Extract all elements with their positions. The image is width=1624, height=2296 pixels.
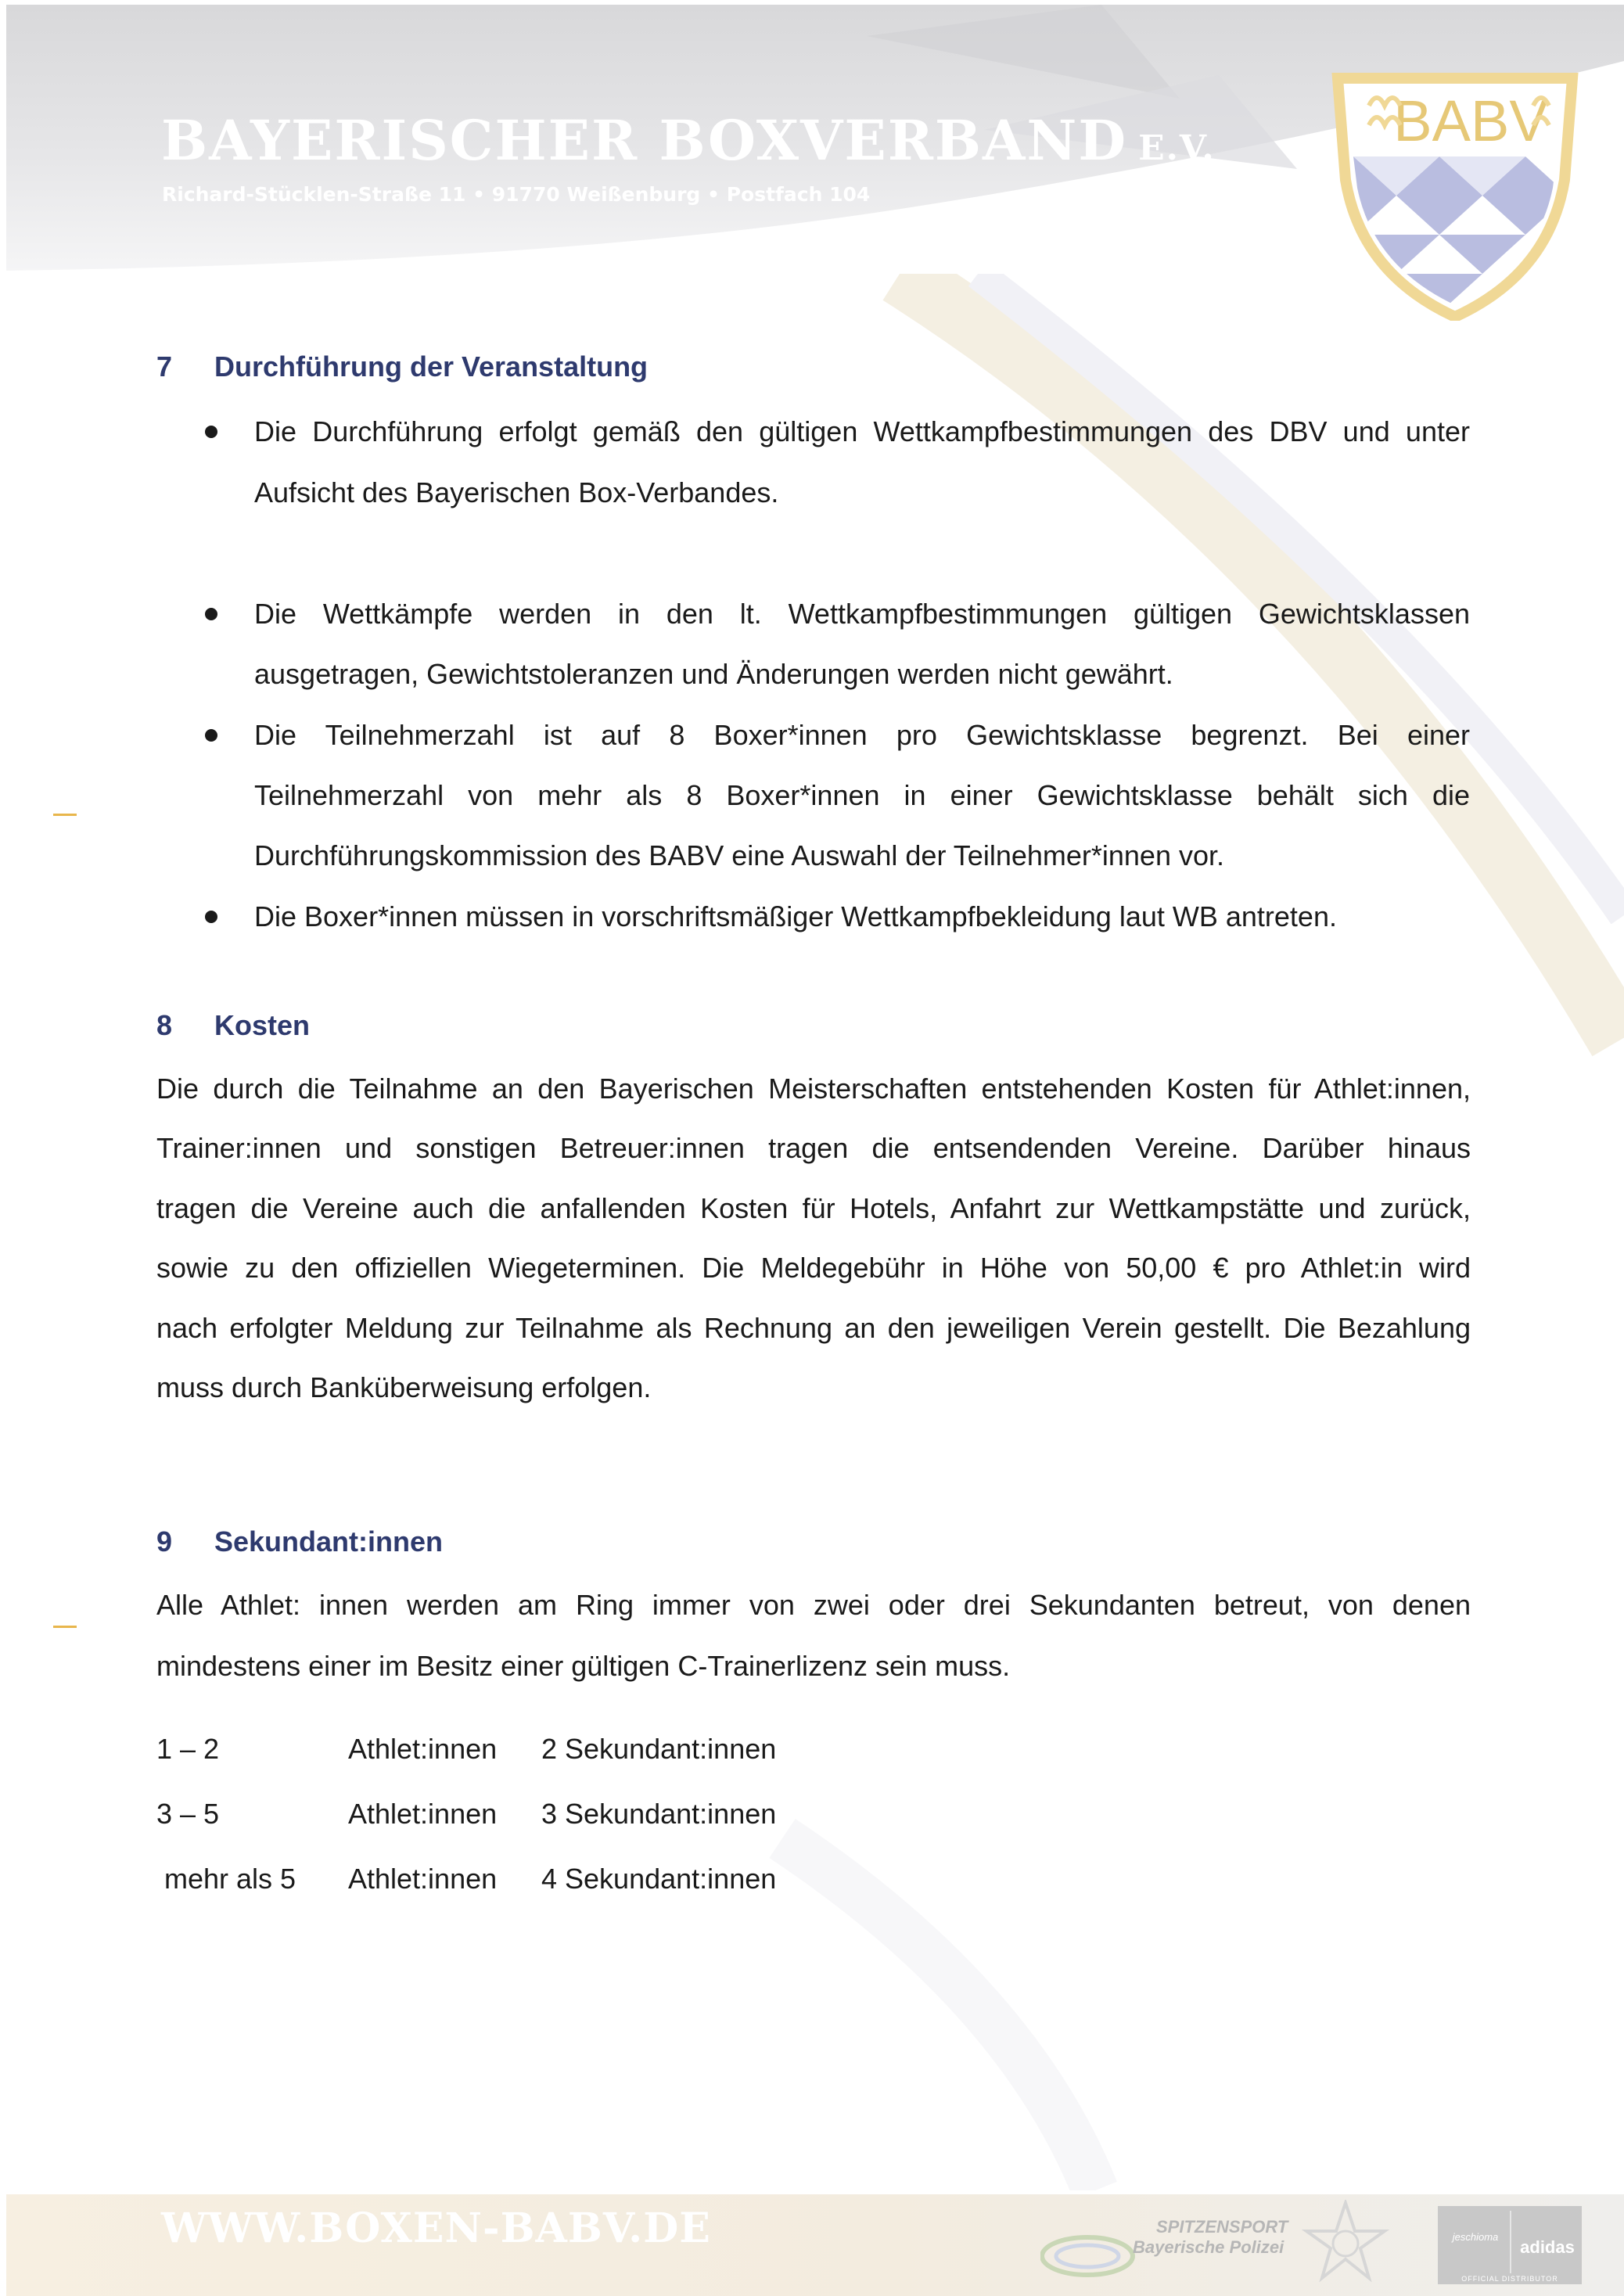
paragraph-line: Trainer:innen und sonstigen Betreuer:innen tragen die entsendenden Vereine. Darüber hinaus (156, 1132, 1471, 1164)
section-7-heading: 7 Durchführung der Veranstaltung (156, 350, 649, 383)
margin-fold-mark (53, 1626, 77, 1628)
table-cell-athletes: Athlet:innen (348, 1863, 498, 1895)
table-cell-seconds: 2 Sekundant:innen (541, 1733, 777, 1765)
bullet-point (205, 911, 217, 923)
police-sport-title: SPITZENSPORT (1156, 2217, 1288, 2237)
sponsor-divider (1510, 2211, 1511, 2273)
paragraph-line: sowie zu den offiziellen Wiegeterminen. Die Meldegebühr in Höhe von 50,00 € pro Athlet:in wird (156, 1252, 1471, 1284)
table-cell-range: mehr als 5 (156, 1863, 296, 1895)
police-star-emblem (1299, 2200, 1392, 2286)
association-address: Richard-Stücklen-Straße 11 • 91770 Weißenburg • Postfach 104 (162, 183, 871, 206)
paragraph-line: Die durch die Teilnahme an den Bayerischen Meisterschaften entstehenden Kosten für Athlet:innen, (156, 1073, 1471, 1105)
table-cell-seconds: 4 Sekundant:innen (541, 1863, 777, 1895)
paragraph-line: Durchführungskommission des BABV eine Auswahl der Teilnehmer*innen vor. (254, 839, 1224, 871)
sponsor-caption: OFFICIAL DISTRIBUTOR (1461, 2275, 1558, 2283)
table-cell-range: 3 – 5 (156, 1798, 220, 1830)
table-cell-athletes: Athlet:innen (348, 1798, 498, 1830)
crest-lettering: BABV (1393, 88, 1548, 153)
section-8-heading: 8 Kosten (156, 1009, 311, 1041)
paragraph-line: Die Teilnehmerzahl ist auf 8 Boxer*innen pro Gewichtsklasse begrenzt. Bei einer (254, 719, 1470, 751)
paragraph-line: Alle Athlet: innen werden am Ring immer von zwei oder drei Sekundanten betreut, von denen (156, 1589, 1471, 1621)
paragraph-line: nach erfolgter Meldung zur Teilnahme als Rechnung an den jeweiligen Verein gestellt. Die Bezahlung (156, 1312, 1471, 1344)
bullet-point (205, 426, 217, 438)
association-name: BAYERISCHER BOXVERBAND E.V. (161, 108, 1216, 173)
bullet-point (205, 729, 217, 742)
section-9-heading: 9 Sekundant:innen (156, 1525, 444, 1558)
paragraph-line: tragen die Vereine auch die anfallenden Kosten für Hotels, Anfahrt zur Wettkampstätte und zurück, (156, 1192, 1471, 1224)
background-watermark (0, 274, 1624, 2190)
table-cell-range: 1 – 2 (156, 1733, 220, 1765)
paragraph-line: Teilnehmerzahl von mehr als 8 Boxer*innen in einer Gewichtsklasse behält sich die (254, 779, 1470, 811)
table-cell-seconds: 3 Sekundant:innen (541, 1798, 777, 1830)
sponsor-logo-adidas: adidas (1520, 2237, 1575, 2257)
paragraph-line: Die Boxer*innen müssen in vorschriftsmäßiger Wettkampfbekleidung laut WB antreten. (254, 900, 1337, 932)
police-sport-subtitle: Bayerische Polizei (1133, 2237, 1284, 2257)
paragraph-line: Aufsicht des Bayerischen Box-Verbandes. (254, 476, 779, 508)
paragraph-line: mindestens einer im Besitz einer gültigen C-Trainerlizenz sein muss. (156, 1650, 1011, 1682)
paragraph-line: ausgetragen, Gewichtstoleranzen und Änderungen werden nicht gewährt. (254, 658, 1173, 690)
bullet-point (205, 608, 217, 620)
table-cell-athletes: Athlet:innen (348, 1733, 498, 1765)
margin-fold-mark (53, 814, 77, 816)
paragraph-line: muss durch Banküberweisung erfolgen. (156, 1371, 652, 1403)
website-url: WWW.BOXEN-BABV.DE (161, 2204, 711, 2252)
paragraph-line: Die Durchführung erfolgt gemäß den gültigen Wettkampfbestimmungen des DBV und unter (254, 415, 1470, 447)
paragraph-line: Die Wettkämpfe werden in den lt. Wettkampfbestimmungen gültigen Gewichtsklassen (254, 598, 1470, 630)
sponsor-logo-left: jeschioma (1452, 2231, 1499, 2243)
